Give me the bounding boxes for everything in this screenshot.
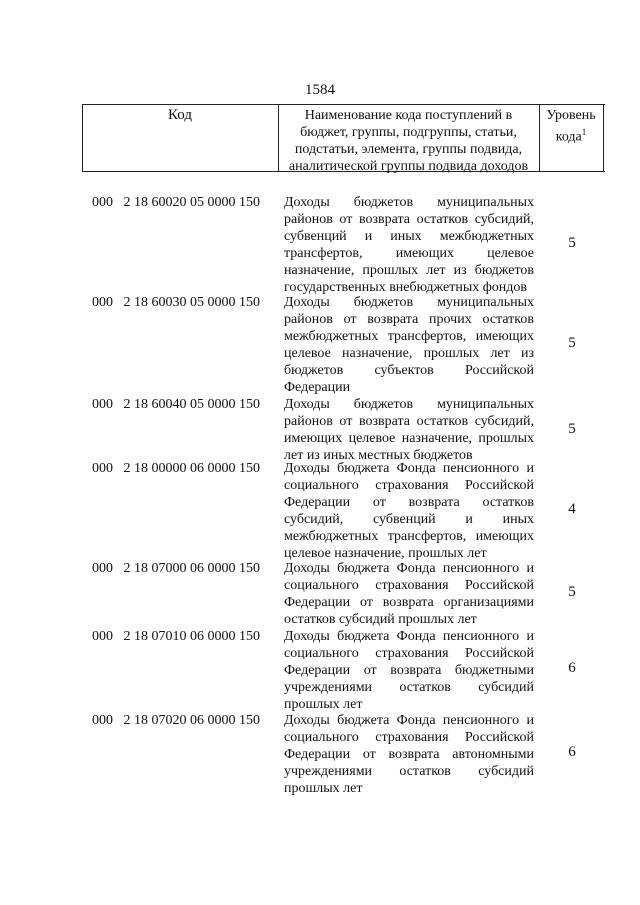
row-name-line: учреждениями остатков субсидий [284,680,534,695]
header-name [278,107,539,175]
row-name-line: целевое назначение, прошлых лет [284,546,487,561]
row-level: 6 [568,660,576,676]
row-name-line: субвенций и иных межбюджетных [284,229,534,244]
row-level: 5 [568,421,576,437]
row-level: 5 [568,235,576,251]
row-name-line: прошлых лет [284,781,363,796]
row-name [284,460,534,562]
header-name-line: Наименование кода поступлений в [304,108,513,123]
header-divider [603,105,604,171]
row-name [284,628,534,713]
row-name-line: лет из иных местных бюджетов [284,448,473,463]
row-name-line: социального страхования Российской [284,578,534,593]
row-name-line: Доходы бюджетов муниципальных [284,195,534,210]
footnote-mark: 1 [581,127,587,137]
row-name-line: районов от возврата остатков субсидий, [284,414,534,429]
row-name-line: трансфертов, имеющих целевое [284,246,534,261]
row-code: 000 2 18 60030 05 0000 150 [92,295,260,310]
table-header [82,104,605,172]
header-code: Код [168,107,192,123]
row-name-line: Доходы бюджетов муниципальных [284,295,534,310]
row-name-line: Федерации от возврата организациями [284,595,534,610]
row-name-line: межбюджетных трансфертов, имеющих [284,529,534,544]
row-name-line: социального страхования Российской [284,730,534,745]
row-name-line: Федерации от возврата остатков [284,495,534,510]
page-number: 1584 [305,82,335,98]
row-name-line: учреждениями остатков субсидий [284,764,534,779]
header-level [539,107,603,146]
row-name-line: субсидий, субвенций и иных [284,512,534,527]
row-name-line: остатков субсидий прошлых лет [284,612,477,627]
header-name-line: бюджет, группы, подгруппы, статьи, [300,125,517,140]
row-name-line: Доходы бюджетов муниципальных [284,397,534,412]
row-code: 000 2 18 07000 06 0000 150 [92,561,260,576]
row-code: 000 2 18 00000 06 0000 150 [92,461,260,476]
row-name-line: районов от возврата остатков субсидий, [284,212,534,227]
header-name-line: подстатьи, элемента, группы подвида, [294,142,523,157]
row-name-line: государственных внебюджетных фондов [284,280,528,295]
row-name-line: Доходы бюджета Фонда пенсионного и [284,629,534,644]
row-level: 5 [568,335,576,351]
header-name-line: аналитической группы подвида доходов [288,159,529,174]
row-name-line: прошлых лет [284,697,363,712]
row-name [284,294,534,396]
row-code: 000 2 18 60040 05 0000 150 [92,397,260,412]
row-name-line: имеющих целевое назначение, прошлых [284,431,534,446]
row-name-line: Федерации от возврата бюджетными [284,663,534,678]
row-name [284,396,534,464]
header-level-line: кода$^1$ [555,127,587,145]
row-code: 000 2 18 60020 05 0000 150 [92,195,260,210]
row-name-line: Доходы бюджета Фонда пенсионного и [284,713,534,728]
row-name-line: социального страхования Российской [284,646,534,661]
row-name [284,560,534,628]
row-name-line: межбюджетных трансфертов, имеющих [284,329,534,344]
row-level: 4 [568,501,576,517]
row-code: 000 2 18 07020 06 0000 150 [92,713,260,728]
row-name [284,194,534,296]
row-name-line: Доходы бюджета Фонда пенсионного и [284,461,534,476]
row-name-line: Доходы бюджета Фонда пенсионного и [284,561,534,576]
row-name-line: социального страхования Российской [284,478,534,493]
header-level-line: Уровень [546,108,596,123]
row-code: 000 2 18 07010 06 0000 150 [92,629,260,644]
row-name-line: Федерации от возврата автономными [284,747,534,762]
row-name-line: целевое назначение, прошлых лет из [284,346,534,361]
row-name-line: назначение, прошлых лет из бюджетов [284,263,534,278]
row-level: 6 [568,744,576,760]
row-name-line: бюджетов субъектов Российской [284,363,534,378]
row-name [284,712,534,797]
row-level: 5 [568,584,576,600]
row-name-line: районов от возврата прочих остатков [284,312,534,327]
row-name-line: Федерации [284,380,351,395]
